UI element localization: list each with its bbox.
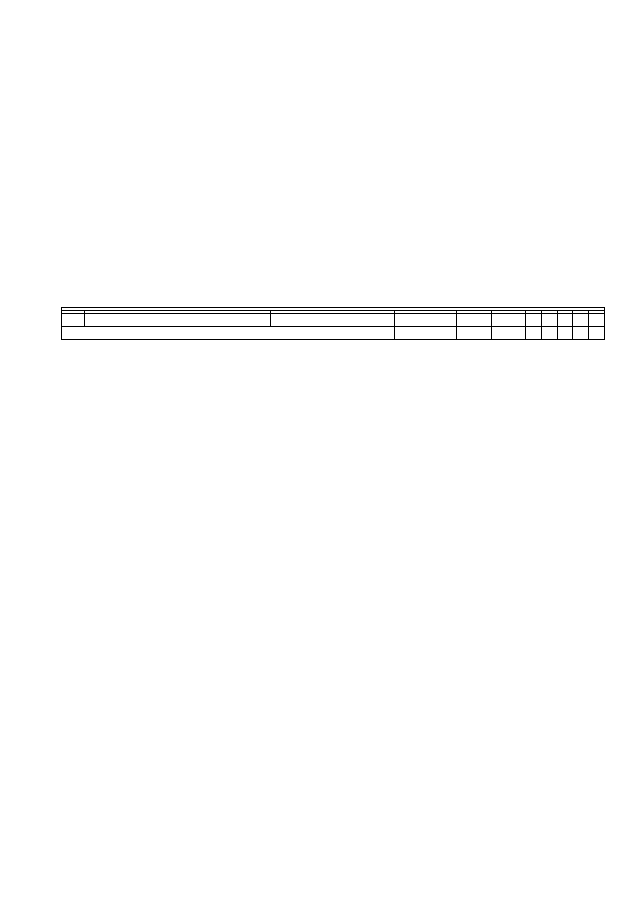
row-col9 [557, 327, 573, 340]
row-sources [394, 314, 457, 327]
row-col11 [589, 314, 605, 327]
row-col10 [573, 327, 589, 340]
row-col10 [573, 314, 589, 327]
row-name [85, 314, 271, 327]
row-col11 [589, 327, 605, 340]
table-total-row [62, 327, 605, 340]
row-col6 [491, 314, 526, 327]
row-col5 [457, 327, 492, 340]
row-col7 [526, 327, 542, 340]
row-executor [271, 314, 394, 327]
row-col8 [542, 327, 558, 340]
row-col9 [557, 314, 573, 327]
total-label [62, 327, 395, 340]
row-col8 [542, 314, 558, 327]
row-number [62, 314, 85, 327]
new-subsection-table [61, 307, 605, 340]
row-col7 [526, 314, 542, 327]
row-sources [394, 327, 457, 340]
row-col6 [491, 327, 526, 340]
row-col5 [457, 314, 492, 327]
table-row [62, 314, 605, 327]
